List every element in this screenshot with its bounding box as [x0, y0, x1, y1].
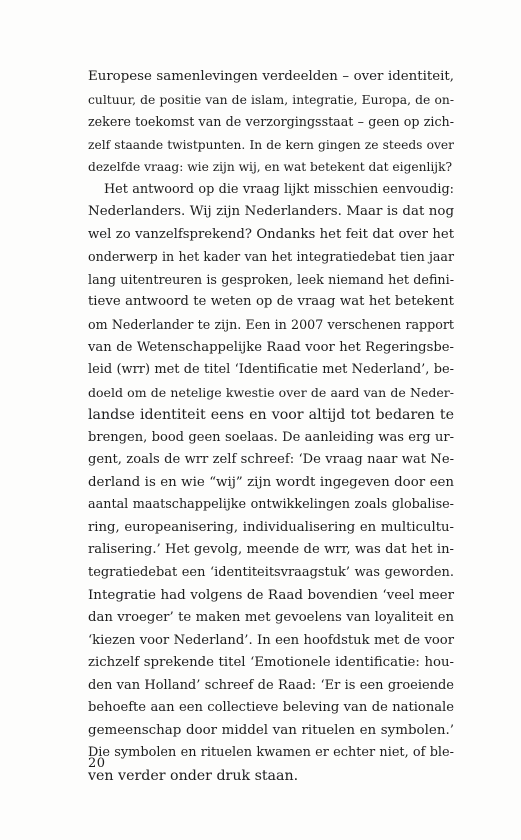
text-line: tieve antwoord te weten op de vraag wat het betekent — [88, 294, 454, 310]
text-line: wel zo vanzelfsprekend? Ondanks het feit dat over het — [88, 226, 454, 242]
text-line: landse identiteit eens en voor altijd tot bedaren te — [88, 407, 454, 424]
text-line: van de Wetenschappelijke Raad voor het Regeringsbe- — [88, 339, 454, 355]
text-line: zekere toekomst van de verzorgingsstaat – geen op zich- — [88, 114, 454, 130]
page-number: 20 — [88, 756, 106, 771]
text-line: behoefte aan een collectieve beleving van de nationale — [88, 700, 454, 716]
text-line: zelf staande twistpunten. In de kern gingen ze steeds over — [88, 137, 454, 152]
text-line: Nederlanders. Wij zijn Nederlanders. Maar is dat nog — [88, 204, 454, 220]
text-line: derland is en wie “wij” zijn wordt ingegeven door een — [88, 474, 454, 490]
text-line: leid (wrr) met de titel ‘Identificatie met Nederland’, be- — [88, 362, 454, 378]
text-line: Die symbolen en rituelen kwamen er echter niet, of ble- — [88, 745, 454, 761]
text-line: om Nederlander te zijn. Een in 2007 verschenen rapport — [88, 317, 454, 333]
text-line: onderwerp in het kader van het integratiedebat tien jaar — [88, 249, 454, 265]
text-line: ring, europeanisering, individualisering en multicultu- — [88, 519, 454, 535]
text-line: den van Holland’ schreef de Raad: ‘Er is een groeiende — [88, 677, 454, 693]
text-line: Integratie had volgens de Raad bovendien ‘veel meer — [88, 587, 454, 603]
text-line: ‘kiezen voor Nederland’. In een hoofdstuk met de voor — [88, 632, 454, 648]
text-line: ven verder onder druk staan. — [88, 767, 299, 784]
text-line: dezelfde vraag: wie zijn wij, en wat betekent dat eigenlijk? — [88, 160, 453, 175]
text-line: gemeenschap door middel van rituelen en symbolen.’ — [88, 722, 454, 738]
text-line: Het antwoord op die vraag lijkt misschien eenvoudig: — [104, 181, 454, 197]
text-line: tegratiedebat een ‘identiteitsvraagstuk’ was geworden. — [88, 565, 454, 581]
text-line: lang uitentreuren is gesproken, leek niemand het defini- — [88, 271, 454, 287]
text-line: brengen, bood geen soelaas. De aanleiding was erg ur- — [88, 429, 454, 445]
text-line: cultuur, de positie van de islam, integratie, Europa, de on- — [88, 92, 454, 107]
body-text — [88, 66, 454, 788]
text-line: dan vroeger’ te maken met gevoelens van loyaliteit en — [88, 610, 454, 626]
text-line: aantal maatschappelijke ontwikkelingen zoals globalise- — [88, 497, 454, 513]
text-line: ralisering.’ Het gevolg, meende de wrr, was dat het in- — [88, 542, 454, 558]
text-line: doeld om de netelige kwestie over de aard van de Neder- — [88, 384, 454, 400]
text-line: zichzelf sprekende titel ‘Emotionele identificatie: hou- — [88, 655, 454, 671]
text-line: gent, zoals de wrr zelf schreef: ‘De vraag naar wat Ne- — [88, 452, 454, 468]
text-line: Europese samenlevingen verdeelden – over identiteit, — [88, 69, 454, 84]
